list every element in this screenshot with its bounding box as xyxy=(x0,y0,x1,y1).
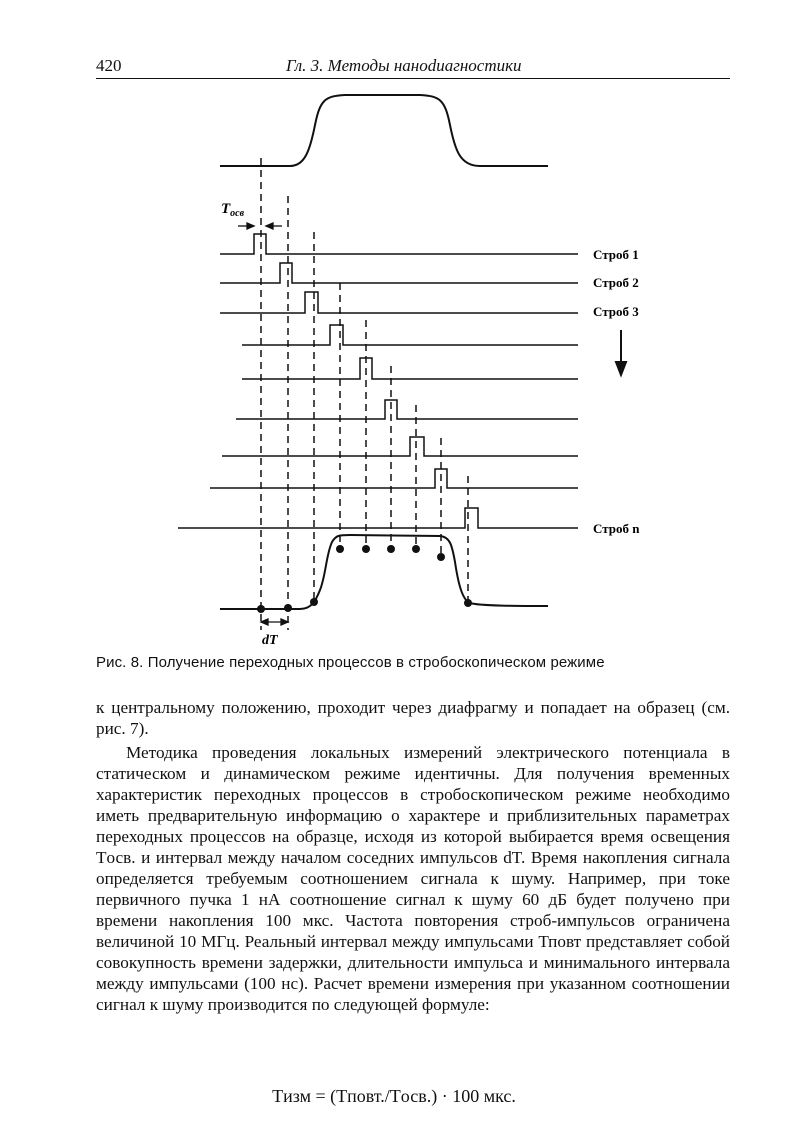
strobe-label-2: Строб 2 xyxy=(593,275,639,290)
sample-point xyxy=(387,545,395,553)
sample-point xyxy=(284,604,292,612)
strobe-row-3 xyxy=(220,292,578,313)
sample-point xyxy=(464,599,472,607)
paragraph-2: Методика проведения локальных измерений электрического потенциала в статическом и динамическом режиме идентичны. Для получения временных характеристик переходных процессов в стробоскопическом режиме необходимо иметь предварительную информацию о характере и приблизительных параметрах переходных процессов на образце, исходя из которой выбирается время освещения Tосв. и интервал между началом соседних импульсов dT. Время накопления сигнала определяется требуемым соотношением сигнала к шуму. Например, при токе первичного пучка 1 нА соотношение сигнал к шуму 60 дБ будет получено при времени накопления 100 мкс. Частота повторения строб-импульсов ограничена величиной 10 МГц. Реальный интервал между импульсами Тповт представляет собой совокупность времени задержки, длительности импульса и минимального интервала между импульсами (100 нс). Расчет времени измерения при указанном соотношении сигнал к шуму производится по следующей формуле: xyxy=(96,743,730,1014)
dt-label: dT xyxy=(262,633,278,648)
running-title: Гл. 3. Методы наноdиагностики xyxy=(286,56,522,75)
strobe-label-n: Строб n xyxy=(593,521,640,536)
strobe-row-2 xyxy=(220,263,578,283)
sample-point xyxy=(437,553,445,561)
sample-point xyxy=(412,545,420,553)
sample-point xyxy=(310,598,318,606)
down-arrow-icon xyxy=(616,330,626,375)
paragraph-1: к центральному положению, проходит через диафрагму и попадает на образец (см. рис. 7). xyxy=(96,698,730,738)
strobe-row-8 xyxy=(210,469,578,488)
strobe-row-5 xyxy=(242,358,578,379)
dt-dimension xyxy=(261,619,288,625)
strobe-pulse-rows xyxy=(178,234,578,528)
input-signal-waveform xyxy=(220,95,548,166)
t-osv-label: $T_{осв}$ xyxy=(221,201,245,219)
measurement-time-formula: Tизм = (Tповт./Tосв.) · 100 мкс. xyxy=(272,1086,516,1106)
sample-points xyxy=(257,545,472,613)
sample-point xyxy=(362,545,370,553)
strobe-row-1 xyxy=(220,234,578,254)
strobe-label-3: Строб 3 xyxy=(593,304,639,319)
sample-point xyxy=(257,605,265,613)
strobe-row-7 xyxy=(222,437,578,456)
t-osv-dimension xyxy=(238,223,282,229)
strobe-row-n xyxy=(178,508,578,528)
page-number: 420 xyxy=(96,56,122,75)
figure-caption: Рис. 8. Получение переходных процессов в стробоскопическом режиме xyxy=(96,654,605,671)
measured-signal-waveform xyxy=(220,535,548,609)
strobe-row-4 xyxy=(242,325,578,345)
strobe-label-1: Строб 1 xyxy=(593,247,639,262)
sample-point xyxy=(336,545,344,553)
sampling-dashed-lines xyxy=(261,158,468,630)
